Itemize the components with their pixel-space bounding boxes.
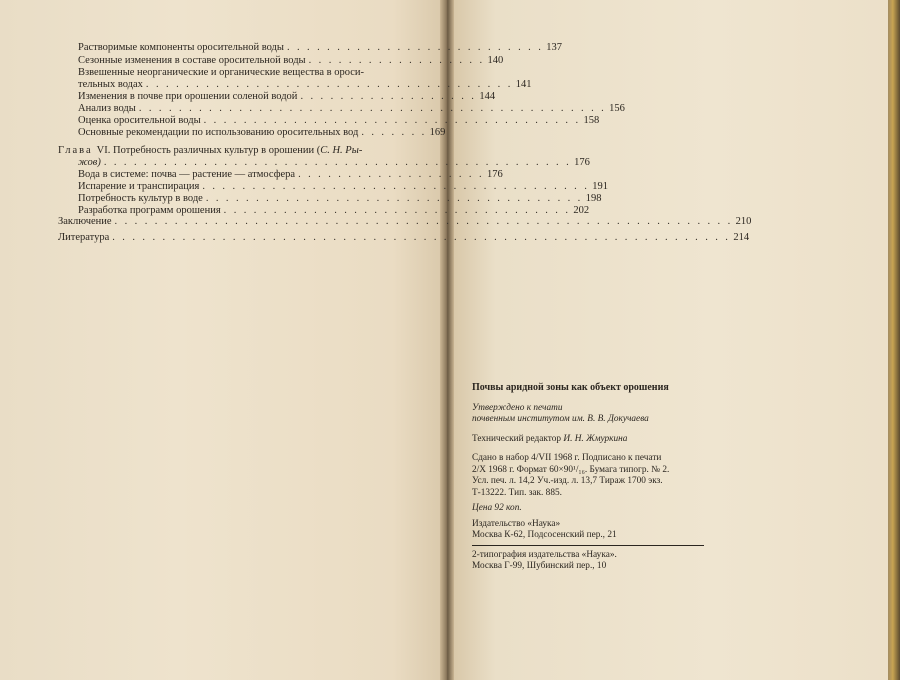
toc-entry-continuation: тельных водах . . . . . . . . . . . . . . . . . . . . . . . . . . . . . . . . . . . . . 141 xyxy=(78,79,418,92)
editor-name: И. Н. Жмуркина xyxy=(563,433,628,444)
toc-entry-title: Основные рекомендации по использованию оросительных вод xyxy=(78,127,359,138)
toc-entry-page: 202 xyxy=(573,205,590,216)
toc-entry-page: 137 xyxy=(546,42,562,53)
toc-entry-page: 169 xyxy=(429,127,446,138)
toc-entry: Вода в системе: почва — растение — атмосфера . . . . . . . . . . . . . . . . . . . 176 xyxy=(78,169,418,182)
toc-entry: Испарение и транспирация . . . . . . . . . . . . . . . . . . . . . . . . . . . . . . . . . . . . . . . 191 xyxy=(78,181,418,194)
toc-entry-title: Изменения в почве при орошении соленой водой xyxy=(78,91,298,102)
chapter-author: С. Н. Ры- xyxy=(320,145,363,156)
toc-entry: Сезонные изменения в составе оросительной воды . . . . . . . . . . . . . . . . . . 140 xyxy=(78,55,418,68)
toc-entry-title: Испарение и транспирация xyxy=(78,181,200,192)
toc-entry-page: 176 xyxy=(487,169,503,180)
printer-name: 2-типография издательства «Наука». xyxy=(472,549,617,560)
chapter-author-cont: жов) xyxy=(78,157,101,168)
toc-entry-page: 141 xyxy=(515,79,532,90)
toc-entry: Основные рекомендации по использованию оросительных вод . . . . . . . 169 xyxy=(78,127,418,140)
toc-entry: Заключение . . . . . . . . . . . . . . . . . . . . . . . . . . . . . . . . . . . . . . . . . . . . . . . . . . . . . . . . . . . . . . 210 xyxy=(58,216,418,229)
toc-entry-page: 140 xyxy=(487,55,504,66)
toc-entry-title: Вода в системе: почва — растение — атмосфера xyxy=(78,169,296,180)
toc-entry-title: Литература xyxy=(58,232,110,243)
editor-label: Технический редактор xyxy=(472,433,562,444)
toc-entry-title: Оценка оросительной воды xyxy=(78,115,201,126)
toc-entry-title: Разработка программ орошения xyxy=(78,205,221,216)
printer-address: Москва Г-99, Шубинский пер., 10 xyxy=(472,561,607,571)
toc-entry-title: VI. Потребность различных культур в орошении ( xyxy=(96,145,321,156)
technical-editor xyxy=(472,434,712,446)
divider xyxy=(472,545,704,546)
toc-entry-page: 176 xyxy=(574,157,590,168)
toc-entry-title: Анализ воды xyxy=(78,103,136,114)
toc-entry-title: Взвешенные неорганические и органические вещества в ороси- xyxy=(78,67,364,78)
right-page xyxy=(452,0,888,680)
toc-entry-page: 210 xyxy=(735,216,752,227)
toc-entry: Оценка оросительной воды . . . . . . . . . . . . . . . . . . . . . . . . . . . . . . . . . . . . . . 158 xyxy=(78,115,418,128)
toc-entry-title: Сезонные изменения в составе оросительной воды xyxy=(78,55,306,66)
book-title: Почвы аридной зоны как объект орошения xyxy=(472,382,669,393)
toc-entry-page: 214 xyxy=(733,232,750,243)
colophon xyxy=(472,382,712,573)
chapter-label: Глава xyxy=(58,145,93,156)
toc-entry-title-cont: тельных водах xyxy=(78,79,143,90)
print-details-line: Усл. печ. л. 14,2 Уч.-изд. л. 13,7 Тираж 1700 экз. xyxy=(472,476,663,486)
toc-entry-page: 156 xyxy=(609,103,625,114)
book-edge xyxy=(888,0,900,680)
toc-entry-page: 158 xyxy=(583,115,600,126)
toc-entry-title: Заключение xyxy=(58,216,112,227)
toc-entry-continuation: жов) . . . . . . . . . . . . . . . . . . . . . . . . . . . . . . . . . . . . . . . . . . . . . . . 176 xyxy=(78,157,418,170)
price: Цена 92 коп. xyxy=(472,503,522,513)
print-details-line: 2/X 1968 г. Формат 60×90¹/₁₆. Бумага типогр. № 2. xyxy=(472,464,670,475)
toc-entry: Потребность культур в воде . . . . . . . . . . . . . . . . . . . . . . . . . . . . . . . . . . . . . . 198 xyxy=(78,193,418,206)
toc-entry-page: 144 xyxy=(479,91,496,102)
toc-entry: Изменения в почве при орошении соленой водой . . . . . . . . . . . . . . . . . . 144 xyxy=(78,91,418,104)
toc-entry-page: 191 xyxy=(592,181,609,192)
toc-entry: Литература . . . . . . . . . . . . . . . . . . . . . . . . . . . . . . . . . . . . . . . . . . . . . . . . . . . . . . . . . . . . . . 214 xyxy=(58,232,418,245)
toc-entry-title: Потребность культур в воде xyxy=(78,193,203,204)
toc-entry: Анализ воды . . . . . . . . . . . . . . . . . . . . . . . . . . . . . . . . . . . . . . . . . . . . . . . 156 xyxy=(78,103,418,116)
publisher-address: Москва К-62, Подсосенский пер., 21 xyxy=(472,530,617,540)
toc-entry-title: Растворимые компоненты оросительной воды xyxy=(78,42,284,53)
print-details-line: Сдано в набор 4/VII 1968 г. Подписано к печати xyxy=(472,453,662,463)
toc-entry: Растворимые компоненты оросительной воды . . . . . . . . . . . . . . . . . . . . . . . . . . 137 xyxy=(78,42,418,55)
toc-entry-page: 198 xyxy=(585,193,602,204)
approval-institute: почвенным институтом им. В. В. Докучаева xyxy=(472,414,649,424)
approval-line: Утверждено к печати xyxy=(472,402,563,413)
print-details-line: Т-13222. Тип. зак. 885. xyxy=(472,487,562,498)
toc-entry: Разработка программ орошения . . . . . . . . . . . . . . . . . . . . . . . . . . . . . . . . . . . 202 xyxy=(78,205,418,218)
publisher-name: Издательство «Наука» xyxy=(472,518,561,529)
